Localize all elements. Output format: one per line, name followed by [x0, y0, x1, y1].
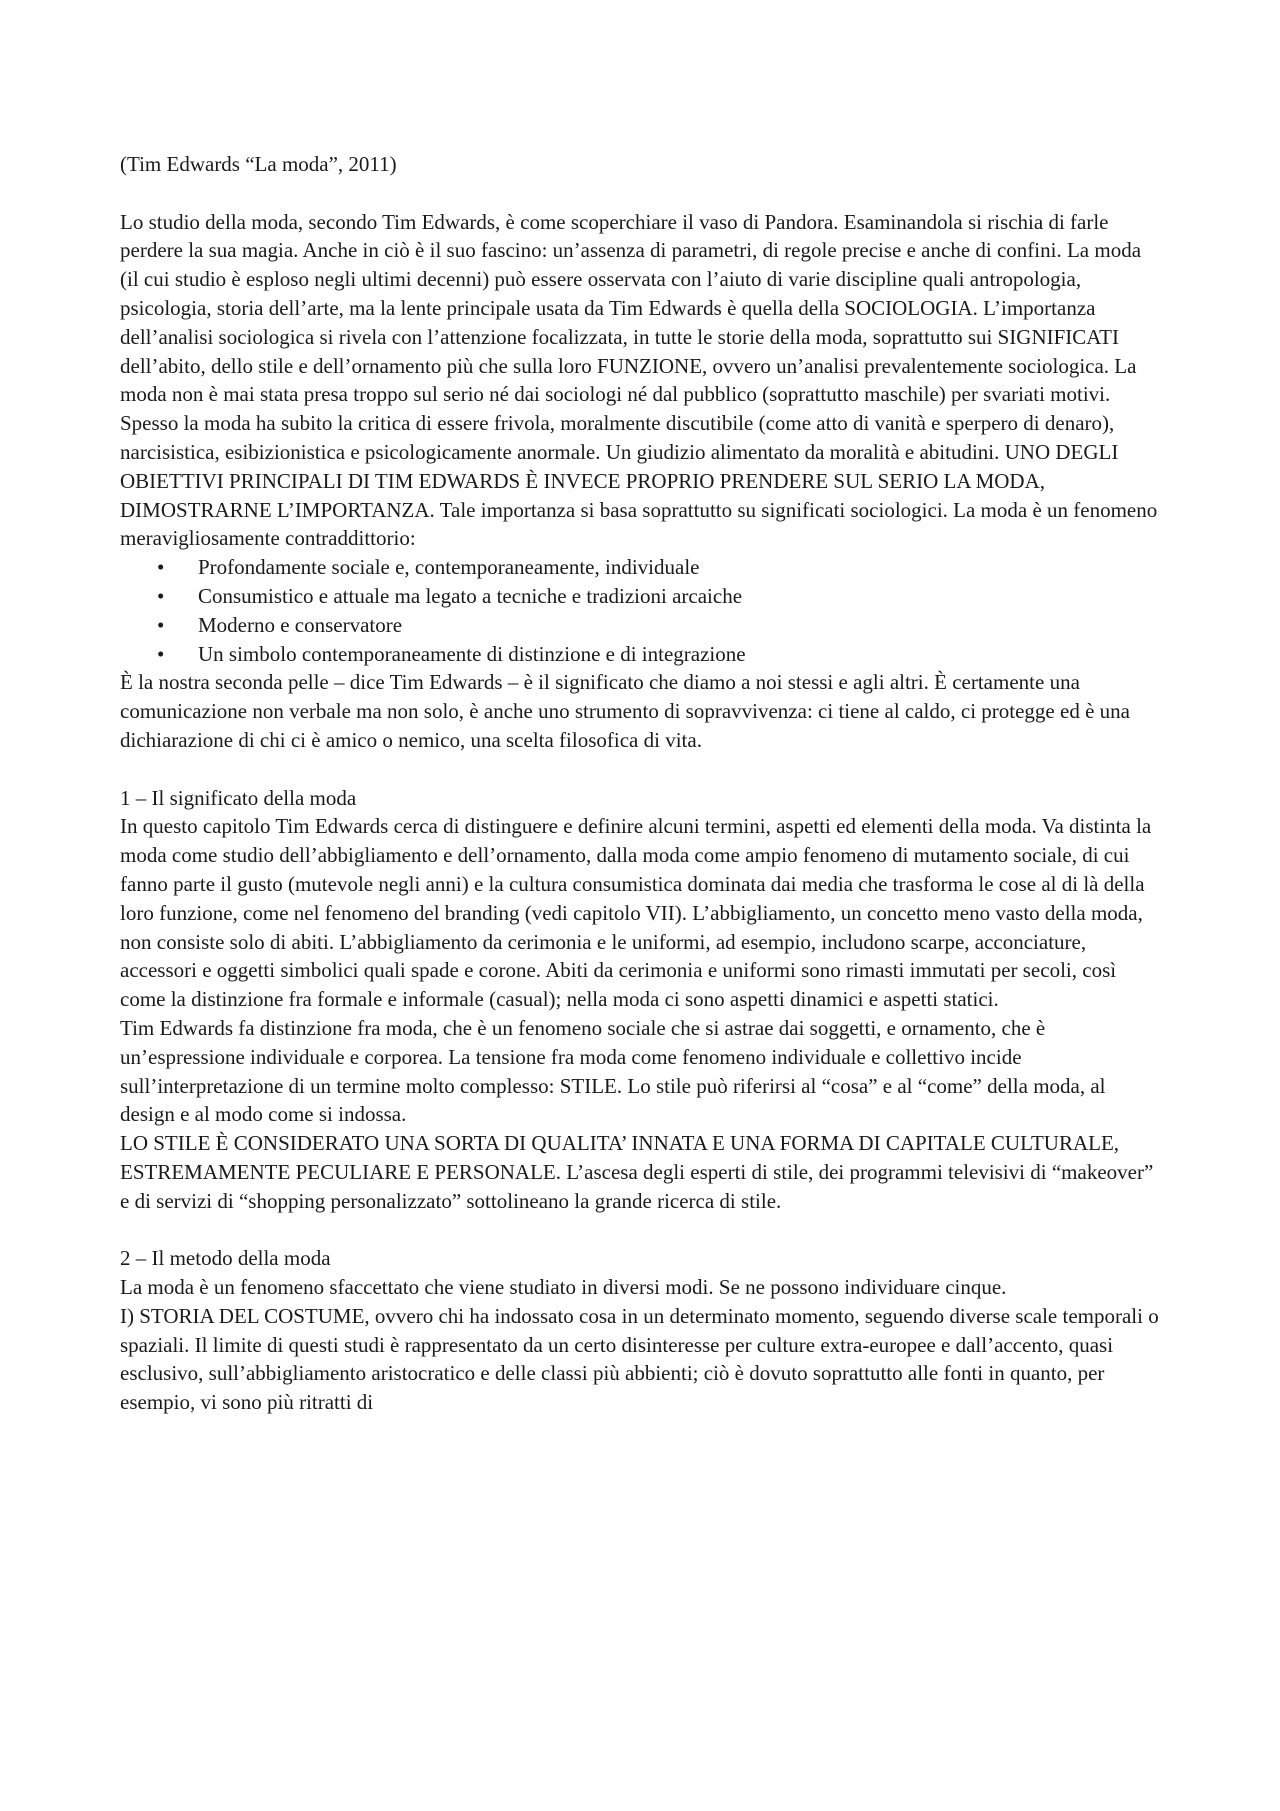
- bullet-icon: •: [157, 612, 165, 637]
- list-item: [120, 611, 1164, 640]
- contradiction-list: [120, 553, 1164, 668]
- section-1-heading: 1 – Il significato della moda: [120, 785, 357, 810]
- document-body: [120, 150, 1164, 1417]
- section-2-heading: 2 – Il metodo della moda: [120, 1246, 331, 1271]
- bullet-icon: •: [157, 555, 165, 580]
- list-item-text: Un simbolo contemporaneamente di distinzione e di integrazione: [198, 641, 746, 666]
- intro-closing-paragraph: È la nostra seconda pelle – dice Tim Edwards – è il significato che diamo a noi stessi e agli altri. È certamente una comunicazione non verbale ma non solo, è anche uno strumento di sopravvivenza: ci tiene al caldo, ci protegge ed è una dichiarazione di chi ci è amico o nemico, una scelta filosofica di vita.: [120, 670, 1130, 752]
- list-item: [120, 582, 1164, 611]
- section-1-paragraph: LO STILE È CONSIDERATO UNA SORTA DI QUALITA’ INNATA E UNA FORMA DI CAPITALE CULTURALE, ESTREMAMENTE PECULIARE E PERSONALE. L’ascesa degli esperti di stile, dei programmi televisivi di “makeover” e di servizi di “shopping personalizzato” sottolineano la grande ricerca di stile.: [120, 1131, 1154, 1213]
- blank-line: [120, 179, 1164, 208]
- bullet-icon: •: [157, 583, 165, 608]
- list-item-text: Profondamente sociale e, contemporaneamente, individuale: [198, 555, 700, 580]
- blank-line: [120, 1215, 1164, 1244]
- blank-line: [120, 755, 1164, 784]
- intro-paragraph: Lo studio della moda, secondo Tim Edwards, è come scoperchiare il vaso di Pandora. Esaminandola si rischia di farle perdere la sua magia. Anche in ciò è il suo fascino: un’assenza di parametri, di regole precise e anche di confini. La moda (il cui studio è esploso negli ultimi decenni) può essere osservata con l’aiuto di varie discipline quali antropologia, psicologia, storia dell’arte, ma la lente principale usata da Tim Edwards è quella della SOCIOLOGIA. L’importanza dell’analisi sociologica si rivela con l’attenzione focalizzata, in tutte le storie della moda, soprattutto sui SIGNIFICATI dell’abito, dello stile e dell’ornamento più che sulla loro FUNZIONE, ovvero un’analisi prevalentemente sociologica. La moda non è mai stata presa troppo sul serio né dai sociologi né dal pubblico (soprattutto maschile) per svariati motivi. Spesso la moda ha subito la critica di essere frivola, moralmente discutibile (come atto di vanità e sperpero di denaro), narcisistica, esibizionistica e psicologicamente anormale. Un giudizio alimentato da moralità e abitudini. UNO DEGLI OBIETTIVI PRINCIPALI DI TIM EDWARDS È INVECE PROPRIO PRENDERE SUL SERIO LA MODA, DIMOSTRARNE L’IMPORTANZA. Tale importanza si basa soprattutto su significati sociologici. La moda è un fenomeno meravigliosamente contraddittorio:: [120, 209, 1158, 551]
- list-item: [120, 640, 1164, 669]
- bullet-icon: •: [157, 641, 165, 666]
- list-item-text: Moderno e conservatore: [198, 612, 403, 637]
- section-1-paragraph: In questo capitolo Tim Edwards cerca di distinguere e definire alcuni termini, aspetti ed elementi della moda. Va distinta la moda come studio dell’abbigliamento e dell’ornamento, dalla moda come ampio fenomeno di mutamento sociale, di cui fanno parte il gusto (mutevole negli anni) e la cultura consumistica dominata dai media che trasforma le cose al di là della loro funzione, come nel fenomeno del branding (vedi capitolo VII). L’abbigliamento, un concetto meno vasto della moda, non consiste solo di abiti. L’abbigliamento da cerimonia e le uniformi, ad esempio, includono scarpe, acconciature, accessori e oggetti simbolici quali spade e corone. Abiti da cerimonia e uniformi sono rimasti immutati per secoli, così come la distinzione fra formale e informale (casual); nella moda ci sono aspetti dinamici e aspetti statici.: [120, 814, 1152, 1012]
- section-1-paragraph: Tim Edwards fa distinzione fra moda, che è un fenomeno sociale che si astrae dai soggetti, e ornamento, che è un’espressione individuale e corporea. La tensione fra moda come fenomeno individuale e collettivo incide sull’interpretazione di un termine molto complesso: STILE. Lo stile può riferirsi al “cosa” e al “come” della moda, al design e al modo come si indossa.: [120, 1015, 1106, 1127]
- list-item-text: Consumistico e attuale ma legato a tecniche e tradizioni arcaiche: [198, 583, 743, 608]
- list-item: [120, 553, 1164, 582]
- section-2-paragraph: La moda è un fenomeno sfaccettato che viene studiato in diversi modi. Se ne possono individuare cinque.: [120, 1275, 1007, 1300]
- section-2-paragraph: I) STORIA DEL COSTUME, ovvero chi ha indossato cosa in un determinato momento, seguendo diverse scale temporali o spaziali. Il limite di questi studi è rappresentato da un certo disinteresse per culture extra-europee e dall’accento, quasi esclusivo, sull’abbigliamento aristocratico e delle classi più abbienti; ciò è dovuto soprattutto alle fonti in quanto, per esempio, vi sono più ritratti di: [120, 1303, 1159, 1415]
- citation-line: (Tim Edwards “La moda”, 2011): [120, 152, 397, 176]
